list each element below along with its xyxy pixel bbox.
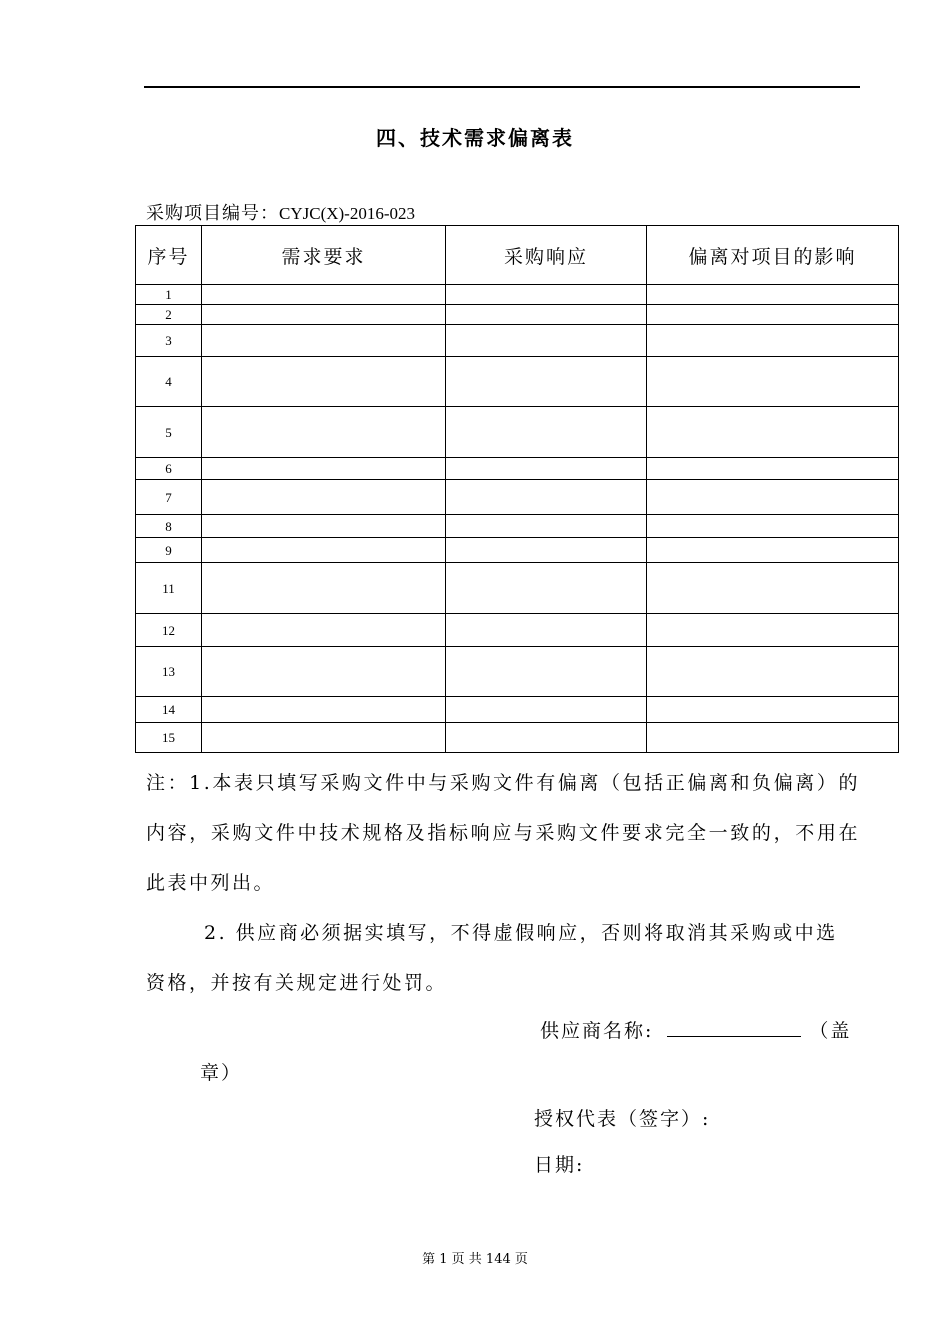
row-number: 15 (136, 723, 202, 753)
table-row (136, 515, 899, 538)
table-row (136, 285, 899, 305)
header-requirement: 需求要求 (202, 226, 446, 285)
header-response: 采购响应 (446, 226, 647, 285)
note-2-line-2: 资格，并按有关规定进行处罚。 (146, 972, 448, 994)
seal-close: 章） (200, 1062, 243, 1084)
supplier-name-label: 供应商名称: (540, 1020, 654, 1042)
note-2-line-1: 2. 供应商必须据实填写，不得虚假响应，否则将取消其采购或中选 (204, 922, 838, 944)
impact-cell[interactable] (647, 458, 899, 480)
response-cell[interactable] (446, 407, 647, 458)
row-number: 9 (136, 538, 202, 563)
header-rule (144, 86, 860, 88)
requirement-cell[interactable] (202, 538, 446, 563)
impact-cell[interactable] (647, 285, 899, 305)
response-cell[interactable] (446, 647, 647, 697)
response-cell[interactable] (446, 305, 647, 325)
table-row (136, 305, 899, 325)
requirement-cell[interactable] (202, 515, 446, 538)
table-row (136, 614, 899, 647)
row-number: 13 (136, 647, 202, 697)
table-row (136, 407, 899, 458)
impact-cell[interactable] (647, 357, 899, 407)
table-row (136, 723, 899, 753)
impact-cell[interactable] (647, 647, 899, 697)
requirement-cell[interactable] (202, 407, 446, 458)
impact-cell[interactable] (647, 325, 899, 357)
row-number: 5 (136, 407, 202, 458)
table-row (136, 697, 899, 723)
supplier-name-row (540, 1006, 851, 1056)
table-row (136, 357, 899, 407)
response-cell[interactable] (446, 357, 647, 407)
impact-cell[interactable] (647, 407, 899, 458)
response-cell[interactable] (446, 697, 647, 723)
requirement-cell[interactable] (202, 647, 446, 697)
authorized-rep-label: 授权代表（签字）: (534, 1108, 711, 1130)
row-number: 3 (136, 325, 202, 357)
table-row (136, 325, 899, 357)
impact-cell[interactable] (647, 563, 899, 614)
row-number: 7 (136, 480, 202, 515)
requirement-cell[interactable] (202, 723, 446, 753)
response-cell[interactable] (446, 480, 647, 515)
row-number: 14 (136, 697, 202, 723)
table-row (136, 563, 899, 614)
response-cell[interactable] (446, 325, 647, 357)
impact-cell[interactable] (647, 723, 899, 753)
table-row (136, 647, 899, 697)
impact-cell[interactable] (647, 614, 899, 647)
impact-cell[interactable] (647, 538, 899, 563)
row-number: 8 (136, 515, 202, 538)
requirement-cell[interactable] (202, 614, 446, 647)
requirement-cell[interactable] (202, 305, 446, 325)
response-cell[interactable] (446, 723, 647, 753)
requirement-cell[interactable] (202, 458, 446, 480)
page-footer: 第 1 页 共 144 页 (422, 1252, 528, 1267)
row-number: 4 (136, 357, 202, 407)
table-row (136, 458, 899, 480)
header-impact: 偏离对项目的影响 (647, 226, 899, 285)
page-title: 四、技术需求偏离表 (376, 126, 574, 150)
requirement-cell[interactable] (202, 480, 446, 515)
row-number: 6 (136, 458, 202, 480)
requirement-cell[interactable] (202, 563, 446, 614)
requirement-cell[interactable] (202, 357, 446, 407)
response-cell[interactable] (446, 515, 647, 538)
row-number: 2 (136, 305, 202, 325)
project-number-label: 采购项目编号： (146, 203, 279, 224)
impact-cell[interactable] (647, 697, 899, 723)
note-2 (146, 908, 860, 1008)
requirement-cell[interactable] (202, 325, 446, 357)
impact-cell[interactable] (647, 515, 899, 538)
deviation-table (135, 225, 899, 753)
requirement-cell[interactable] (202, 285, 446, 305)
row-number: 1 (136, 285, 202, 305)
header-seq: 序号 (136, 226, 202, 285)
seal-open: （盖 (809, 1020, 852, 1042)
project-number-value: CYJC(X)-2016-023 (279, 204, 415, 223)
impact-cell[interactable] (647, 305, 899, 325)
row-number: 11 (136, 563, 202, 614)
date-label: 日期: (534, 1154, 585, 1176)
supplier-name-blank[interactable] (667, 1016, 801, 1037)
table-row (136, 538, 899, 563)
requirement-cell[interactable] (202, 697, 446, 723)
note-1: 注：1.本表只填写采购文件中与采购文件有偏离（包括正偏离和负偏离）的内容，采购文件中技术规格及指标响应与采购文件要求完全一致的，不用在此表中列出。 (146, 772, 860, 894)
row-number: 12 (136, 614, 202, 647)
response-cell[interactable] (446, 538, 647, 563)
project-number (146, 199, 415, 225)
impact-cell[interactable] (647, 480, 899, 515)
response-cell[interactable] (446, 563, 647, 614)
table-row (136, 480, 899, 515)
table-header-row (136, 226, 899, 285)
response-cell[interactable] (446, 614, 647, 647)
response-cell[interactable] (446, 285, 647, 305)
response-cell[interactable] (446, 458, 647, 480)
